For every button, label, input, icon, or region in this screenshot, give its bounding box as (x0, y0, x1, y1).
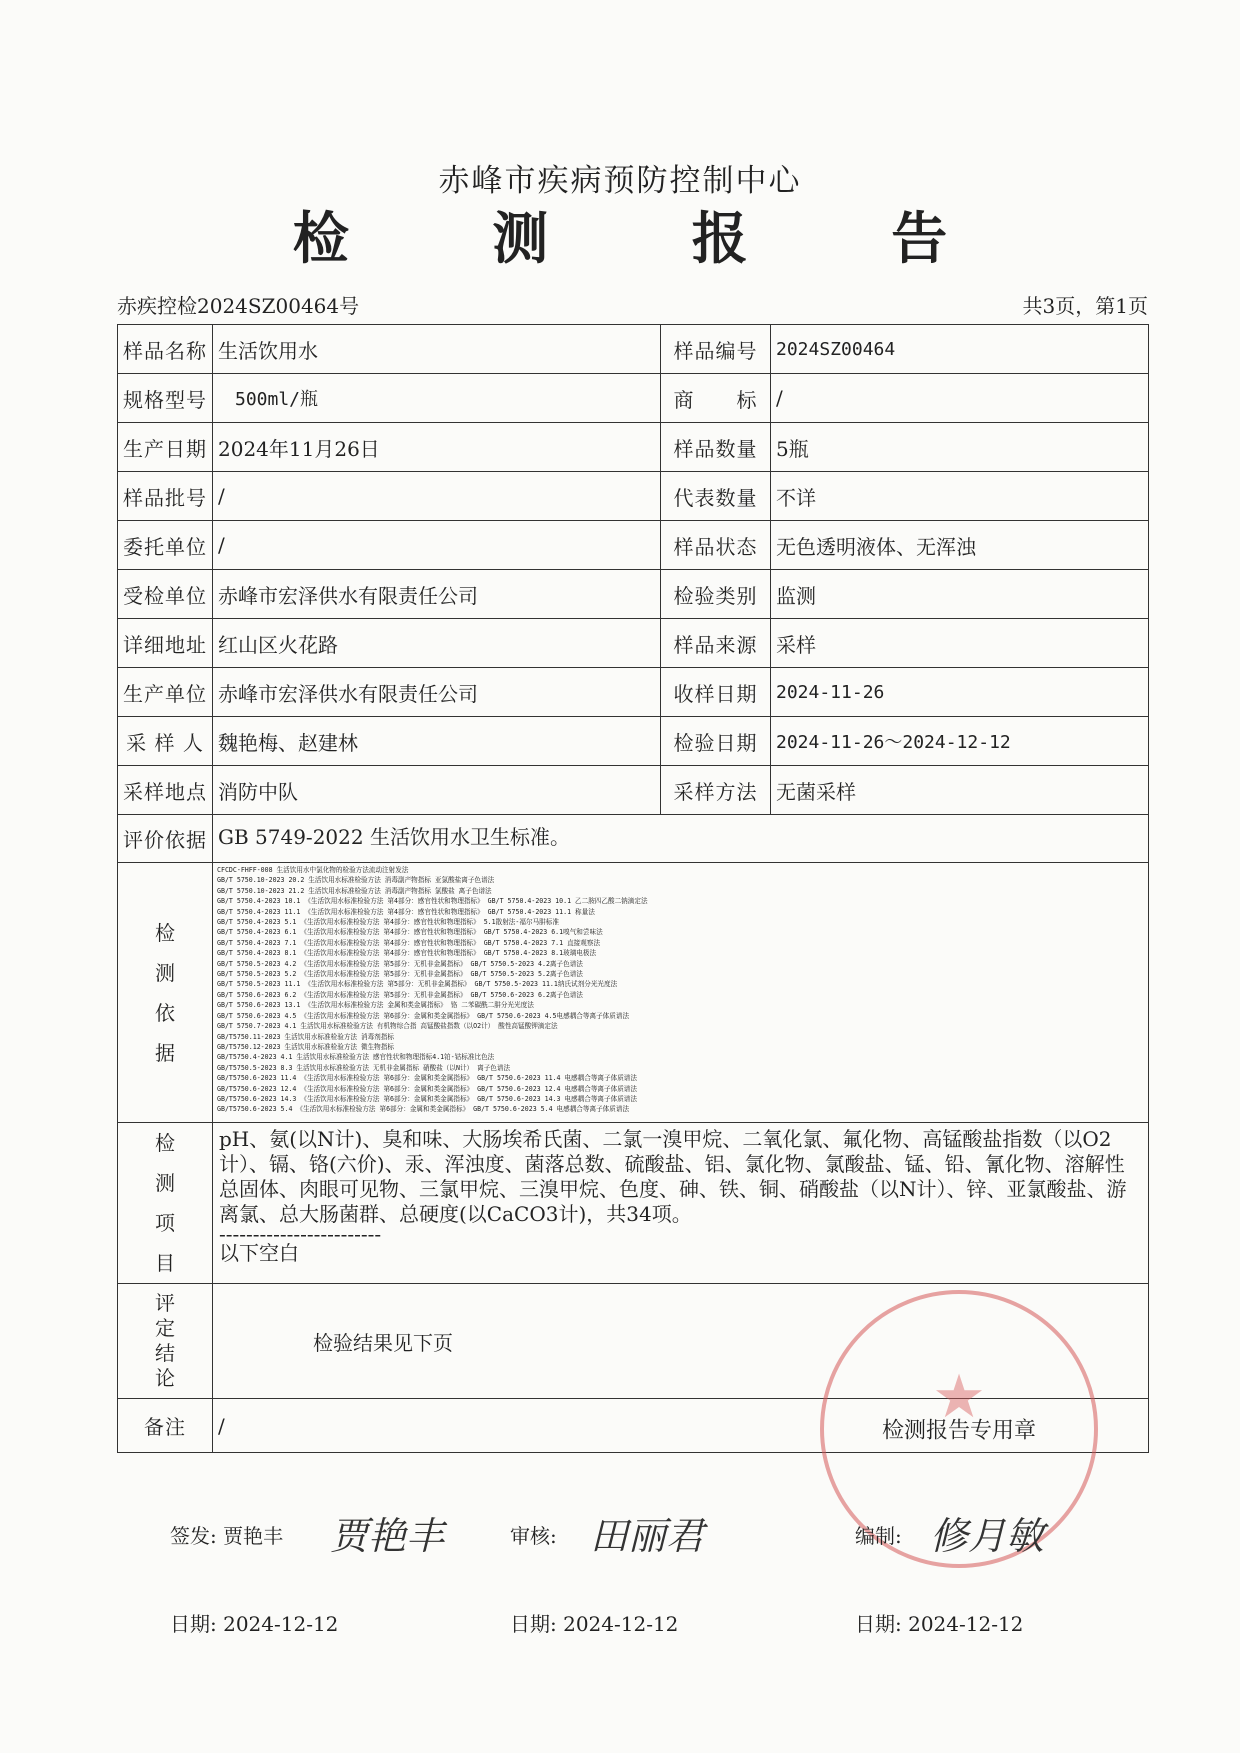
field-label: 采 样 人 (118, 717, 213, 766)
method-line: GB/T 5750.4-2023 5.1 《生活饮用水标准检验方法 第4部分：感官性状和物理指标》 5.1散射法-福尔马肼标准 (217, 918, 559, 927)
field-value: 无菌采样 (771, 766, 1149, 815)
field-label: 收样日期 (661, 668, 771, 717)
method-line: GB/T5750.11-2023 生活饮用水标准检验方法 消毒剂指标 (217, 1032, 394, 1041)
review-label: 审核: (510, 1524, 557, 1548)
method-line: GB/T 5750.5-2023 11.1 《生活饮用水标准检验方法 第5部分：无机非金属指标》 GB/T 5750.5-2023 11.1纳氏试剂分光光度法 (217, 980, 618, 989)
method-line: GB/T5750.5-2023 8.3 生活饮用水标准检验方法 无机非金属指标 硝酸盐（以N计） 离子色谱法 (217, 1063, 511, 1072)
method-line: GB/T 5750.4-2023 7.1 《生活饮用水标准检验方法 第4部分：感官性状和物理指标》 GB/T 5750.4-2023 7.1 直接观察法 (217, 938, 601, 947)
field-label: 样品名称 (118, 325, 213, 374)
table-row (118, 570, 1149, 619)
field-value: 赤峰市宏泽供水有限责任公司 (213, 668, 661, 717)
report-number: 赤疾控检2024SZ00464号 (117, 294, 360, 318)
field-value: 2024-11-26 (771, 668, 1149, 717)
method-line: GB/T 5750.6-2023 4.5 《生活饮用水标准检验方法 第6部分：金属和类金属指标》 GB/T 5750.6-2023 4.5电感耦合等离子体质谱法 (217, 1011, 630, 1020)
report-table (117, 324, 1149, 1453)
method-line: GB/T5750.6-2023 12.4 《生活饮用水标准检验方法 第6部分：金属和类金属指标》 GB/T 5750.6-2023 12.4 电感耦合等离子体质谱法 (217, 1084, 637, 1093)
method-line: GB/T 5750.4-2023 6.1 《生活饮用水标准检验方法 第4部分：感官性状和物理指标》 GB/T 5750.4-2023 6.1嗅气和尝味法 (217, 928, 603, 937)
field-label: 采样方法 (661, 766, 771, 815)
method-line: GB/T5750.6-2023 14.3 《生活饮用水标准检验方法 第6部分：金属和类金属指标》 GB/T 5750.6-2023 14.3 电感耦合等离子体质谱法 (217, 1094, 637, 1103)
method-line: GB/T 5750.5-2023 4.2 《生活饮用水标准检验方法 第5部分：无机非金属指标》 GB/T 5750.5-2023 4.2离子色谱法 (217, 959, 583, 968)
field-value: 无色透明液体、无浑浊 (771, 521, 1149, 570)
field-value: 红山区火花路 (213, 619, 661, 668)
field-label: 样品编号 (661, 325, 771, 374)
field-value: / (771, 374, 1149, 423)
methods-list (213, 863, 1149, 1123)
field-label: 受检单位 (118, 570, 213, 619)
field-label: 委托单位 (118, 521, 213, 570)
method-line: CFCDC-FHFF-008 生活饮用水中氯化物的检验方法流动注射发法 (217, 866, 409, 874)
method-line: GB/T 5750.10-2023 20.2 生活饮用水标准检验方法 消毒副产物指标 亚氯酸盐离子色谱法 (217, 876, 495, 885)
table-row (118, 521, 1149, 570)
field-label: 检验类别 (661, 570, 771, 619)
report-title: 检 测 报 告 (292, 206, 1010, 272)
compile-label: 编制: (855, 1524, 902, 1548)
field-label: 详细地址 (118, 619, 213, 668)
review-signature: 田丽君 (590, 1514, 705, 1558)
seal-star-icon: ★ (932, 1361, 986, 1432)
method-line: GB/T 5750.6-2023 13.1 《生活饮用水标准检验方法 金属和类金属指标》 铬 二苯碳酰二肼分光光度法 (217, 1001, 534, 1010)
method-line: GB/T5750.12-2023 生活饮用水标准检验方法 微生物指标 (217, 1042, 394, 1051)
method-line: GB/T 5750.4-2023 10.1 《生活饮用水标准检验方法 第4部分：感官性状和物理指标》 GB/T 5750.4-2023 10.1 乙二胺四乙酸二钠滴定法 (217, 897, 648, 906)
method-line: GB/T 5750.4-2023 8.1 《生活饮用水标准检验方法 第4部分：感官性状和物理指标》 GB/T 5750.4-2023 8.1玻璃电极法 (217, 949, 597, 958)
method-line: GB/T 5750.6-2023 6.2 《生活饮用水标准检验方法 第5部分：无机非金属指标》 GB/T 5750.6-2023 6.2离子色谱法 (217, 990, 583, 999)
method-line: GB/T 5750.5-2023 5.2 《生活饮用水标准检验方法 第5部分：无机非金属指标》 GB/T 5750.5-2023 5.2离子色谱法 (217, 970, 583, 979)
issue-signature: 贾艳丰 (330, 1514, 445, 1558)
items-row (118, 1123, 1149, 1284)
table-row (118, 374, 1149, 423)
field-value: 2024SZ00464 (771, 325, 1149, 374)
basis-label: 评价依据 (118, 815, 213, 863)
compile-date: 日期: 2024-12-12 (855, 1612, 1024, 1636)
field-value: 赤峰市宏泽供水有限责任公司 (213, 570, 661, 619)
remark-value: / (213, 1399, 1149, 1453)
field-label: 生产日期 (118, 423, 213, 472)
field-value: / (213, 472, 661, 521)
basis-value: GB 5749-2022 生活饮用水卫生标准。 (213, 815, 1149, 863)
table-row (118, 472, 1149, 521)
method-line: GB/T 5750.10-2023 21.2 生活饮用水标准检验方法 消毒副产物指标 氯酸盐 离子色谱法 (217, 886, 492, 895)
field-label: 样品批号 (118, 472, 213, 521)
items-text: pH、氨(以N计)、臭和味、大肠埃希氏菌、二氯一溴甲烷、二氧化氯、氟化物、高锰酸盐指数（以O2计）、镉、铬(六价)、汞、浑浊度、菌落总数、硫酸盐、铝、氯化物、氯酸盐、锰、铅、氰化物、溶解性总固体、肉眼可见物、三氯甲烷、三溴甲烷、色度、砷、铁、铜、硝酸盐（以N计）、锌、亚氯酸盐、游离氯、总大肠菌群、总硬度(以CaCO3计)，共34项。 (219, 1127, 1127, 1226)
field-label: 样品状态 (661, 521, 771, 570)
field-label: 检验日期 (661, 717, 771, 766)
field-label: 生产单位 (118, 668, 213, 717)
field-label: 样品数量 (661, 423, 771, 472)
field-value: 监测 (771, 570, 1149, 619)
field-value: / (213, 521, 661, 570)
field-value: 魏艳梅、赵建林 (213, 717, 661, 766)
method-line: GB/T 5750.7-2023 4.1 生活饮用水标准检验方法 有机物综合指 高锰酸盐指数（以O2计） 酸性高锰酸钾滴定法 (217, 1022, 558, 1031)
method-line: GB/T 5750.4-2023 11.1 《生活饮用水标准检验方法 第4部分：感官性状和物理指标》 GB/T 5750.4-2023 11.1 称量法 (217, 907, 595, 916)
field-label: 商 标 (661, 374, 771, 423)
method-line: GB/T5750.6-2023 11.4 《生活饮用水标准检验方法 第6部分：金属和类金属指标》 GB/T 5750.6-2023 11.4 电感耦合等离子体质谱法 (217, 1074, 637, 1083)
table-row (118, 766, 1149, 815)
methods-label: 检 测 依 据 (118, 863, 213, 1123)
table-row (118, 668, 1149, 717)
items-blank: 以下空白 (219, 1241, 299, 1265)
org-name: 赤峰市疾病预防控制中心 (438, 163, 802, 199)
field-value: 生活饮用水 (213, 325, 661, 374)
remark-label: 备注 (118, 1399, 213, 1453)
field-value: 不详 (771, 472, 1149, 521)
field-label: 样品来源 (661, 619, 771, 668)
items-label: 检 测 项 目 (118, 1123, 213, 1284)
conclusion-text: 检验结果见下页 (213, 1284, 1149, 1399)
seal-caption: 检测报告专用章 (881, 1418, 1037, 1444)
compile-signature: 修月敏 (930, 1514, 1045, 1558)
field-label: 规格型号 (118, 374, 213, 423)
method-line: GB/T5750.4-2023 4.1 生活饮用水标准检验方法 感官性状和物理指标4.1铂-钴标准比色法 (217, 1053, 495, 1062)
page-count: 共3页，第1页 (1022, 294, 1148, 318)
issue-date: 日期: 2024-12-12 (170, 1612, 339, 1636)
field-value: 消防中队 (213, 766, 661, 815)
table-row (118, 619, 1149, 668)
items-dashes: ------------------------ (219, 1222, 382, 1246)
issue-label: 签发: 贾艳丰 (170, 1524, 284, 1548)
items-cell (213, 1123, 1149, 1284)
field-value: 5瓶 (771, 423, 1149, 472)
field-value: 500ml/瓶 (213, 374, 661, 423)
conclusion-label: 评 定 结 论 (118, 1284, 213, 1399)
table-row (118, 423, 1149, 472)
field-value: 采样 (771, 619, 1149, 668)
table-row (118, 325, 1149, 374)
table-row (118, 717, 1149, 766)
basis-row (118, 815, 1149, 863)
field-label: 采样地点 (118, 766, 213, 815)
field-value: 2024年11月26日 (213, 423, 661, 472)
field-label: 代表数量 (661, 472, 771, 521)
method-line: GB/T5750.6-2023 5.4 《生活饮用水标准检验方法 第6部分：金属和类金属指标》 GB/T 5750.6-2023 5.4 电感耦合等离子体质谱法 (217, 1105, 630, 1114)
field-value: 2024-11-26～2024-12-12 (771, 717, 1149, 766)
review-date: 日期: 2024-12-12 (510, 1612, 679, 1636)
methods-row (118, 863, 1149, 1123)
